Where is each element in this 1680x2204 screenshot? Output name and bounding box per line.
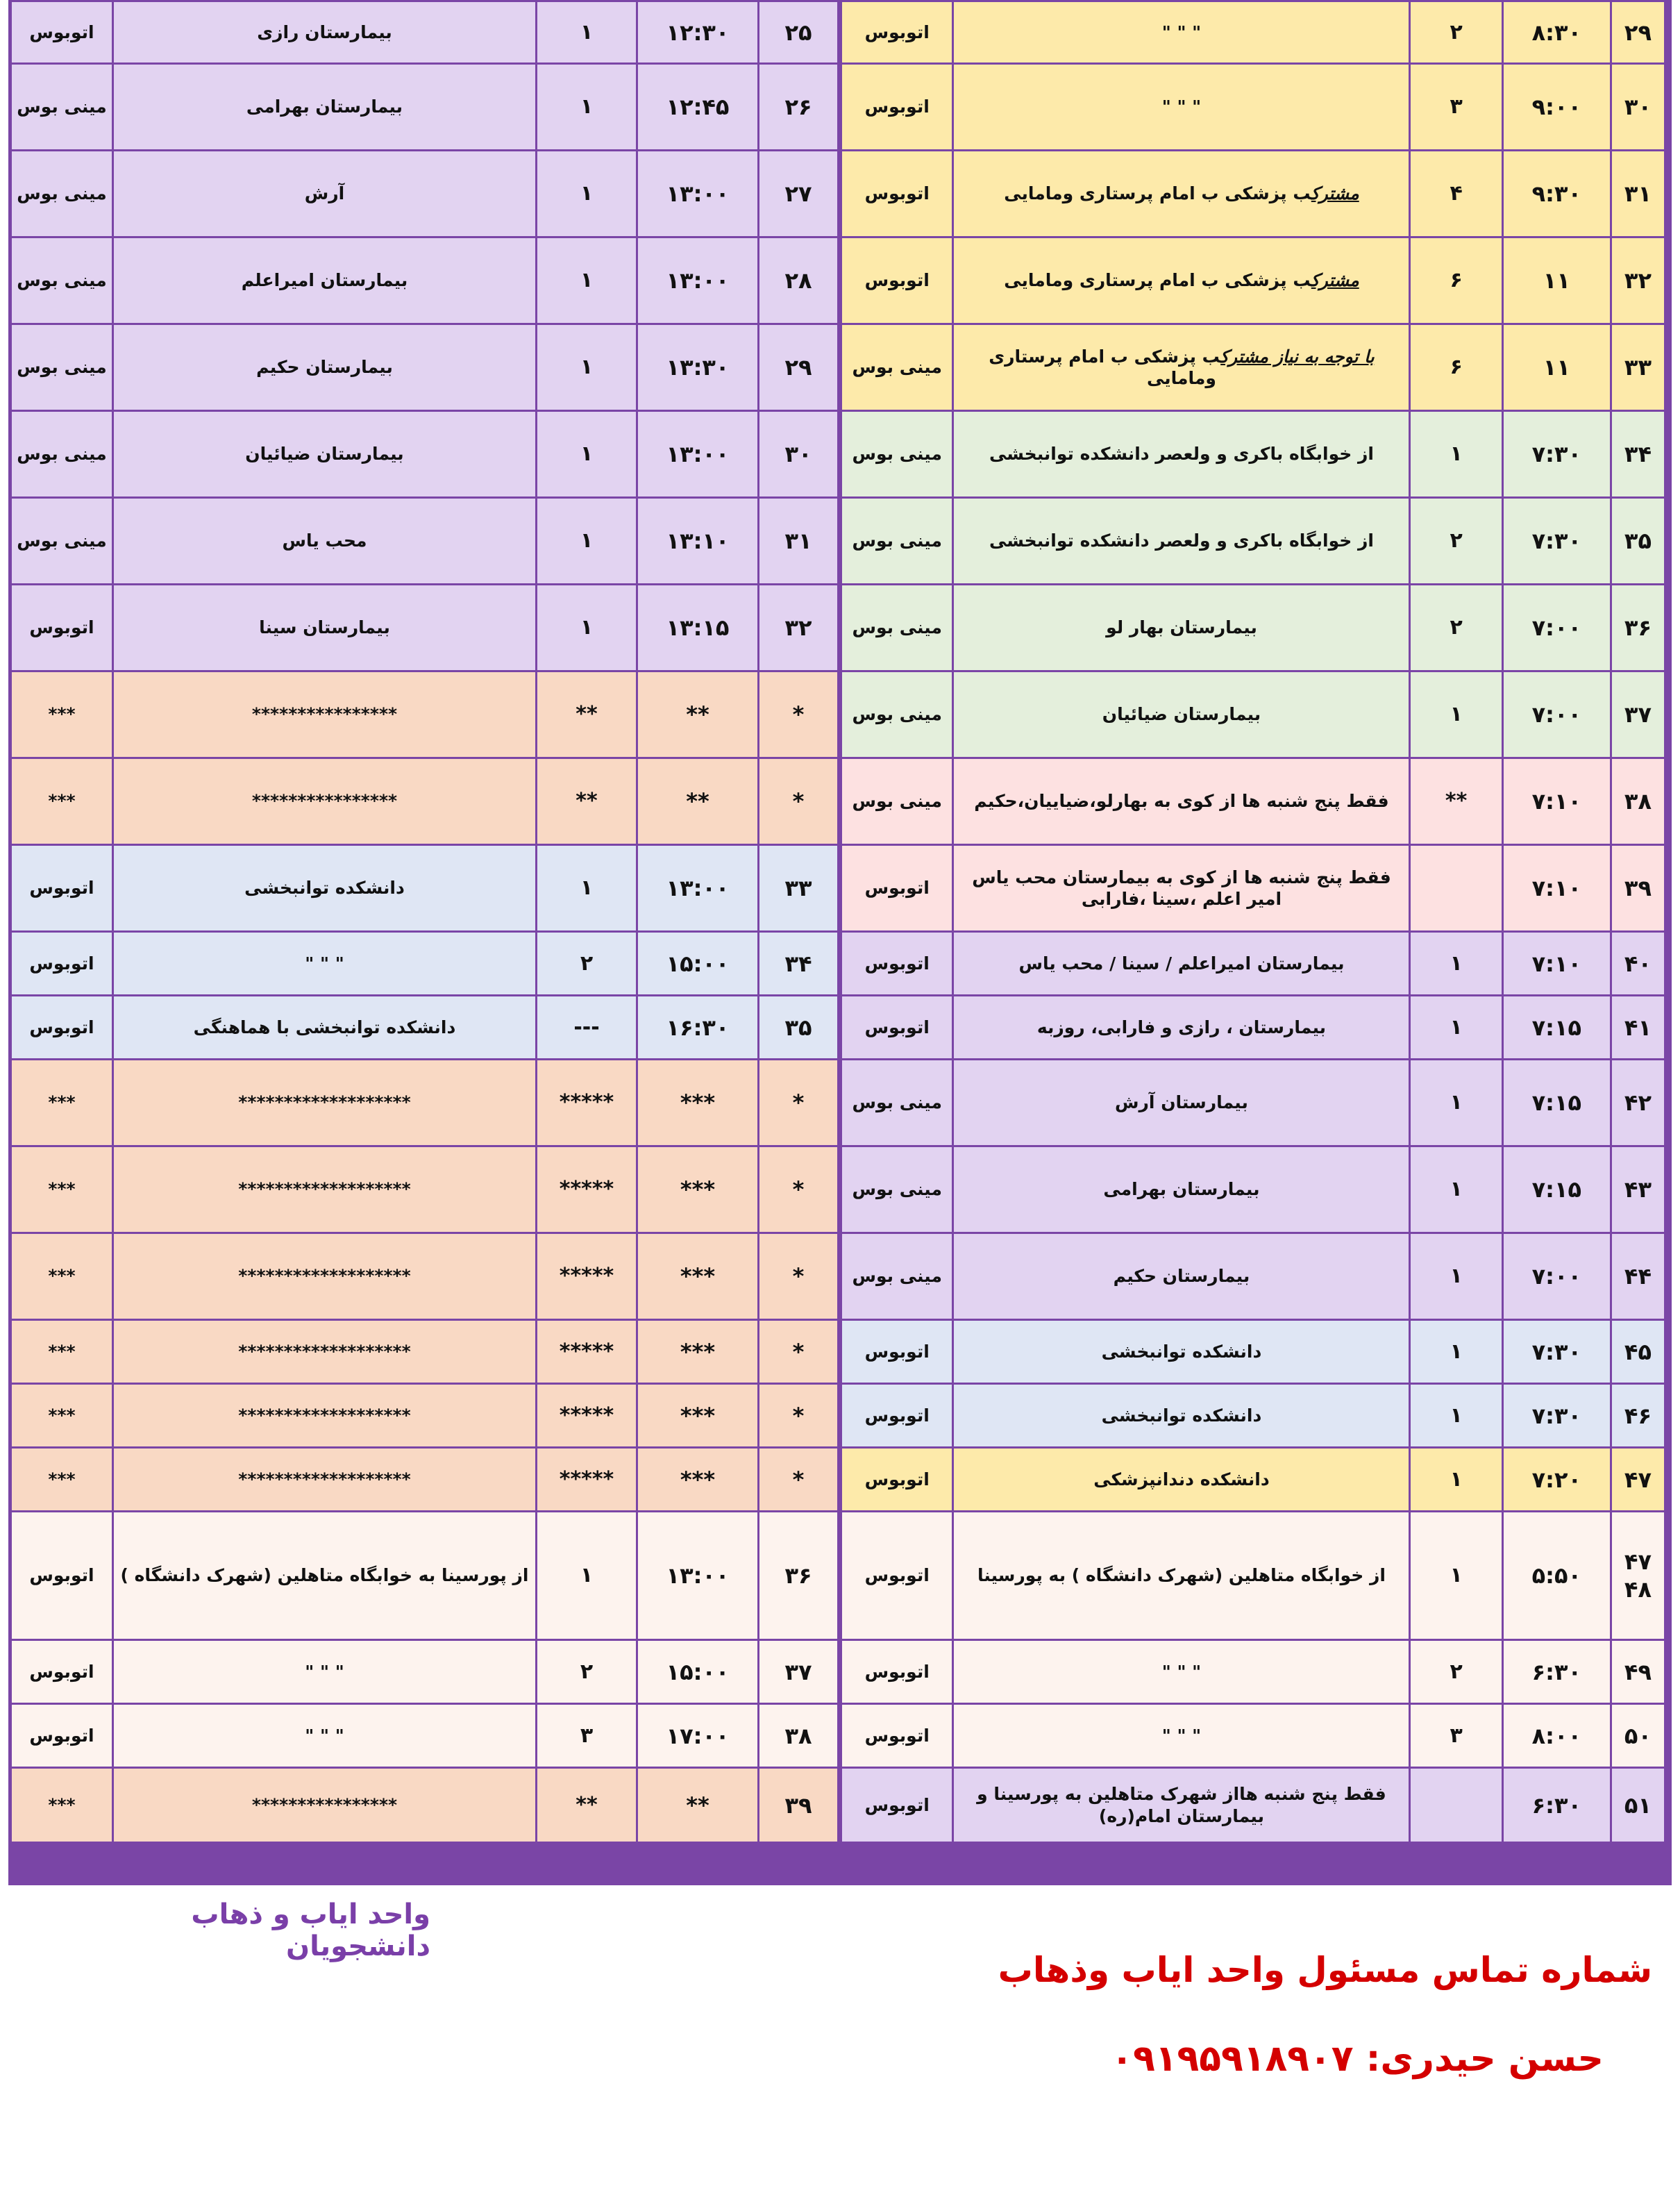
row-destination: **************** xyxy=(113,671,537,758)
row-time: ۱۳:۰۰ xyxy=(637,237,759,324)
schedule-row xyxy=(11,1640,839,1704)
destination-text: ب پزشکی ب امام پرستاری ومامایی xyxy=(1004,183,1311,204)
row-vehicle: *** xyxy=(11,1448,113,1512)
row-vehicle: *** xyxy=(11,671,113,758)
row-count: ۲ xyxy=(1410,585,1502,671)
row-number: ۳۸ xyxy=(759,1704,839,1768)
row-number: ۴۱ xyxy=(1611,996,1665,1060)
schedule-row xyxy=(11,498,839,585)
row-destination: بیمارستان حکیم xyxy=(113,324,537,411)
schedule-row xyxy=(841,1,1665,64)
row-number: ۳۵ xyxy=(1611,498,1665,585)
row-destination: دانشکده توانبخشی xyxy=(113,845,537,932)
schedule-row xyxy=(841,671,1665,758)
row-vehicle: اتوبوس xyxy=(11,996,113,1060)
schedule-row xyxy=(11,758,839,845)
schedule-row xyxy=(841,237,1665,324)
row-number: ۳۹ xyxy=(1611,845,1665,932)
row-number: * xyxy=(759,671,839,758)
row-destination: بیمارستان آرش xyxy=(953,1060,1410,1146)
schedule-row xyxy=(841,1448,1665,1512)
row-vehicle: مینی بوس xyxy=(841,585,953,671)
schedule-row xyxy=(841,498,1665,585)
contact-name: حسن حیدری: xyxy=(1366,2038,1604,2080)
row-vehicle: اتوبوس xyxy=(841,1704,953,1768)
row-time: ۷:۲۰ xyxy=(1502,1448,1611,1512)
row-number: ۳۱ xyxy=(759,498,839,585)
row-time: *** xyxy=(637,1146,759,1233)
row-vehicle: اتوبوس xyxy=(841,1448,953,1512)
row-time: *** xyxy=(637,1448,759,1512)
schedule-row xyxy=(841,64,1665,151)
row-vehicle: اتوبوس xyxy=(11,1,113,64)
row-vehicle: اتوبوس xyxy=(841,932,953,996)
row-vehicle: مینی بوس xyxy=(11,237,113,324)
schedule-row xyxy=(11,671,839,758)
row-time: ۷:۱۰ xyxy=(1502,932,1611,996)
row-destination: آرش xyxy=(113,151,537,237)
row-number: ۵۱ xyxy=(1611,1768,1665,1843)
row-vehicle: اتوبوس xyxy=(841,1384,953,1448)
row-number: * xyxy=(759,1320,839,1384)
row-number: ۴۷ xyxy=(1611,1448,1665,1512)
row-vehicle: مینی بوس xyxy=(841,671,953,758)
row-time: ۸:۳۰ xyxy=(1502,1,1611,64)
schedule-row xyxy=(841,1640,1665,1704)
row-number: ۲۶ xyxy=(759,64,839,151)
row-time: ۷:۱۵ xyxy=(1502,1146,1611,1233)
row-vehicle: مینی بوس xyxy=(11,151,113,237)
row-vehicle: *** xyxy=(11,1233,113,1320)
row-number: * xyxy=(759,758,839,845)
row-vehicle: *** xyxy=(11,1768,113,1843)
schedule-row xyxy=(841,1060,1665,1146)
row-destination: بیمارستان بهار لو xyxy=(953,585,1410,671)
row-count: ۱ xyxy=(537,845,637,932)
row-number: ۳۰ xyxy=(759,411,839,498)
row-destination: از خوابگاه باکری و ولعصر دانشکده توانبخشی xyxy=(953,498,1410,585)
row-vehicle: اتوبوس xyxy=(11,1512,113,1640)
row-destination xyxy=(953,237,1410,324)
row-number: ۳۱ xyxy=(1611,151,1665,237)
row-count: ۲ xyxy=(1410,1,1502,64)
row-time: ۱۱ xyxy=(1502,237,1611,324)
row-time: ۶:۳۰ xyxy=(1502,1640,1611,1704)
row-count: ۶ xyxy=(1410,237,1502,324)
row-count: ۱ xyxy=(1410,671,1502,758)
row-destination: **************** xyxy=(113,1768,537,1843)
row-destination: بیمارستان رازی xyxy=(113,1,537,64)
row-destination: بیمارستان ضیائیان xyxy=(953,671,1410,758)
schedule-row xyxy=(11,845,839,932)
row-count: ۱ xyxy=(1410,1060,1502,1146)
row-count: ۱ xyxy=(537,151,637,237)
left-schedule-table xyxy=(10,0,839,1844)
row-time: ۷:۳۰ xyxy=(1502,411,1611,498)
row-destination: " " " xyxy=(953,64,1410,151)
row-destination: فقط پنج شنبه هااز شهرک متاهلین به پورسینا و بیمارستان امام(ره) xyxy=(953,1768,1410,1843)
row-time: ۱۳:۰۰ xyxy=(637,411,759,498)
schedule-row xyxy=(11,1060,839,1146)
schedule-row xyxy=(841,1146,1665,1233)
row-time: ۷:۱۵ xyxy=(1502,1060,1611,1146)
row-number: ۲۹ xyxy=(759,324,839,411)
schedule-row xyxy=(841,758,1665,845)
row-number: ۳۶ xyxy=(1611,585,1665,671)
row-number: ۵۰ xyxy=(1611,1704,1665,1768)
row-destination: بیمارستان بهرامی xyxy=(953,1146,1410,1233)
row-time: ** xyxy=(637,671,759,758)
row-number: ۳۴ xyxy=(759,932,839,996)
row-vehicle: مینی بوس xyxy=(841,1233,953,1320)
row-count: ***** xyxy=(537,1146,637,1233)
schedule-row xyxy=(841,1512,1665,1640)
schedule-row xyxy=(841,932,1665,996)
schedule-row xyxy=(11,1704,839,1768)
row-time: ۱۲:۴۵ xyxy=(637,64,759,151)
row-time: ۷:۱۵ xyxy=(1502,996,1611,1060)
row-destination: ******************* xyxy=(113,1320,537,1384)
destination-note: مشترک xyxy=(1311,270,1359,291)
row-time: ۱۵:۰۰ xyxy=(637,1640,759,1704)
destination-text: ب پزشکی ب امام پرستاری ومامایی xyxy=(1004,270,1311,291)
contact-heading: شماره تماس مسئول واحد ایاب وذهاب xyxy=(998,1950,1652,1990)
row-time: ۱۶:۳۰ xyxy=(637,996,759,1060)
row-count: ۱ xyxy=(537,411,637,498)
schedule-row xyxy=(841,1768,1665,1843)
row-count: ۱ xyxy=(1410,1320,1502,1384)
schedule-row xyxy=(841,324,1665,411)
row-number: ۳۳ xyxy=(759,845,839,932)
row-destination: از پورسینا به خوابگاه متاهلین (شهرک دانشگاه ) xyxy=(113,1512,537,1640)
contact-phone: ۰۹۱۹۵۹۱۸۹۰۷ xyxy=(1111,2038,1354,2080)
row-count: ۳ xyxy=(1410,1704,1502,1768)
row-vehicle: مینی بوس xyxy=(11,64,113,151)
row-time: ۷:۰۰ xyxy=(1502,671,1611,758)
row-number: * xyxy=(759,1146,839,1233)
row-vehicle: مینی بوس xyxy=(11,498,113,585)
row-destination: فقط پنج شنبه ها از کوی به بهارلو،ضیاییان،حکیم xyxy=(953,758,1410,845)
row-count: ***** xyxy=(537,1320,637,1384)
row-count xyxy=(1410,1768,1502,1843)
row-count: ***** xyxy=(537,1448,637,1512)
schedule-row xyxy=(11,932,839,996)
row-vehicle: *** xyxy=(11,758,113,845)
row-number: ۲۸ xyxy=(759,237,839,324)
row-vehicle: مینی بوس xyxy=(841,1060,953,1146)
row-count: ۱ xyxy=(537,1512,637,1640)
row-time: ۷:۰۰ xyxy=(1502,1233,1611,1320)
row-count: --- xyxy=(537,996,637,1060)
row-vehicle: اتوبوس xyxy=(11,585,113,671)
row-number: ۴۳ xyxy=(1611,1146,1665,1233)
row-count: ۲ xyxy=(1410,1640,1502,1704)
row-count: ۱ xyxy=(537,324,637,411)
schedule-row xyxy=(11,1512,839,1640)
row-count: ۱ xyxy=(537,498,637,585)
schedule-row xyxy=(11,1448,839,1512)
row-destination: ******************* xyxy=(113,1146,537,1233)
row-destination: " " " xyxy=(953,1640,1410,1704)
schedule-row xyxy=(11,585,839,671)
row-destination: بیمارستان سینا xyxy=(113,585,537,671)
row-vehicle: مینی بوس xyxy=(841,498,953,585)
row-number: * xyxy=(759,1448,839,1512)
row-number: ۳۹ xyxy=(759,1768,839,1843)
schedule-row xyxy=(841,1233,1665,1320)
row-vehicle: اتوبوس xyxy=(841,1320,953,1384)
row-number: ۴۴ xyxy=(1611,1233,1665,1320)
schedule-row xyxy=(11,324,839,411)
row-time: ۹:۳۰ xyxy=(1502,151,1611,237)
row-count: ۶ xyxy=(1410,324,1502,411)
row-vehicle: مینی بوس xyxy=(841,1146,953,1233)
row-count: ۱ xyxy=(1410,996,1502,1060)
row-destination: فقط پنج شنبه ها از کوی به بیمارستان محب یاس امیر اعلم ،سینا ،فارابی xyxy=(953,845,1410,932)
row-vehicle: اتوبوس xyxy=(11,1704,113,1768)
schedule-row xyxy=(11,1233,839,1320)
row-number: ۴۵ xyxy=(1611,1320,1665,1384)
schedule-row xyxy=(11,1320,839,1384)
row-number: ۳۲ xyxy=(759,585,839,671)
row-destination: بیمارستان حکیم xyxy=(953,1233,1410,1320)
schedule-row xyxy=(11,996,839,1060)
row-count: ۲ xyxy=(1410,498,1502,585)
row-vehicle: اتوبوس xyxy=(841,845,953,932)
row-time: *** xyxy=(637,1060,759,1146)
row-count: ۱ xyxy=(537,64,637,151)
row-destination: " " " xyxy=(113,1640,537,1704)
row-number: ۲۹ xyxy=(1611,1,1665,64)
row-destination: ******************* xyxy=(113,1233,537,1320)
row-count: ۴ xyxy=(1410,151,1502,237)
row-number: ۳۷ xyxy=(1611,671,1665,758)
schedule-row xyxy=(11,1,839,64)
row-number: ۴۶ xyxy=(1611,1384,1665,1448)
row-count: ** xyxy=(537,758,637,845)
row-destination: از خوابگاه باکری و ولعصر دانشکده توانبخشی xyxy=(953,411,1410,498)
row-time: *** xyxy=(637,1384,759,1448)
row-destination: **************** xyxy=(113,758,537,845)
row-destination: بیمارستان امیراعلم xyxy=(113,237,537,324)
row-destination: بیمارستان ، رازی و فارابی، روزبه xyxy=(953,996,1410,1060)
row-number: ۳۷ xyxy=(759,1640,839,1704)
row-count: ۲ xyxy=(537,932,637,996)
row-destination: " " " xyxy=(953,1,1410,64)
row-vehicle: *** xyxy=(11,1384,113,1448)
schedule-row xyxy=(841,1704,1665,1768)
row-time: ۵:۵۰ xyxy=(1502,1512,1611,1640)
row-time: ۷:۳۰ xyxy=(1502,498,1611,585)
row-time: ** xyxy=(637,758,759,845)
row-vehicle: مینی بوس xyxy=(11,324,113,411)
schedule-row xyxy=(841,1320,1665,1384)
row-time: ۱۳:۳۰ xyxy=(637,324,759,411)
row-time: ۶:۳۰ xyxy=(1502,1768,1611,1843)
row-count: ** xyxy=(1410,758,1502,845)
row-time: *** xyxy=(637,1320,759,1384)
row-time: ۸:۰۰ xyxy=(1502,1704,1611,1768)
row-count: ۱ xyxy=(1410,1146,1502,1233)
row-destination: " " " xyxy=(113,932,537,996)
schedule-row xyxy=(11,1146,839,1233)
row-number: ۳۲ xyxy=(1611,237,1665,324)
row-number: ۳۳ xyxy=(1611,324,1665,411)
destination-note: مشترک xyxy=(1311,183,1359,204)
schedule-row xyxy=(11,1384,839,1448)
row-vehicle: مینی بوس xyxy=(841,758,953,845)
schedule-row xyxy=(11,411,839,498)
row-vehicle: اتوبوس xyxy=(841,64,953,151)
row-time: ۷:۱۰ xyxy=(1502,845,1611,932)
row-count: ۳ xyxy=(1410,64,1502,151)
schedule-row xyxy=(841,996,1665,1060)
schedule-row xyxy=(841,585,1665,671)
schedule-row xyxy=(841,845,1665,932)
row-count: ** xyxy=(537,671,637,758)
row-destination: " " " xyxy=(953,1704,1410,1768)
schedule-row xyxy=(841,1384,1665,1448)
schedule-row xyxy=(841,411,1665,498)
row-vehicle: اتوبوس xyxy=(11,932,113,996)
row-count: ۱ xyxy=(1410,932,1502,996)
row-time: ۱۵:۰۰ xyxy=(637,932,759,996)
row-destination xyxy=(953,151,1410,237)
row-time: ۱۱ xyxy=(1502,324,1611,411)
row-destination: " " " xyxy=(113,1704,537,1768)
row-destination: بیمارستان بهرامی xyxy=(113,64,537,151)
schedule-row xyxy=(841,151,1665,237)
row-destination: بیمارستان امیراعلم / سینا / محب یاس xyxy=(953,932,1410,996)
row-vehicle: مینی بوس xyxy=(841,411,953,498)
row-time: ۱۳:۱۰ xyxy=(637,498,759,585)
unit-label: واحد ایاب و ذهاب دانشجویان xyxy=(191,1898,430,1962)
row-time: ۱۳:۰۰ xyxy=(637,151,759,237)
row-time: ** xyxy=(637,1768,759,1843)
row-count: ۱ xyxy=(1410,1512,1502,1640)
row-number: ۴۰ xyxy=(1611,932,1665,996)
contact-line xyxy=(701,2038,1604,2080)
row-time: ۷:۳۰ xyxy=(1502,1384,1611,1448)
row-vehicle: مینی بوس xyxy=(841,324,953,411)
row-vehicle: اتوبوس xyxy=(841,1768,953,1843)
row-number: ۳۴ xyxy=(1611,411,1665,498)
row-count: ۱ xyxy=(537,585,637,671)
row-time: ۷:۱۰ xyxy=(1502,758,1611,845)
row-number: ۳۶ xyxy=(759,1512,839,1640)
row-count xyxy=(1410,845,1502,932)
row-vehicle: اتوبوس xyxy=(841,996,953,1060)
row-vehicle: مینی بوس xyxy=(11,411,113,498)
schedule-row xyxy=(11,1768,839,1843)
row-vehicle: اتوبوس xyxy=(841,237,953,324)
row-destination: ******************* xyxy=(113,1448,537,1512)
row-time: ۱۳:۰۰ xyxy=(637,845,759,932)
row-number: * xyxy=(759,1233,839,1320)
row-time: ۷:۳۰ xyxy=(1502,1320,1611,1384)
row-vehicle: اتوبوس xyxy=(841,1512,953,1640)
row-count: ***** xyxy=(537,1233,637,1320)
destination-note: با توجه به نیاز مشترک xyxy=(1220,346,1375,367)
row-destination xyxy=(953,324,1410,411)
row-count: ۳ xyxy=(537,1704,637,1768)
row-time: ۷:۰۰ xyxy=(1502,585,1611,671)
row-destination: ******************* xyxy=(113,1060,537,1146)
row-number: * xyxy=(759,1060,839,1146)
row-count: ۱ xyxy=(1410,1233,1502,1320)
row-count: ***** xyxy=(537,1384,637,1448)
row-count: ***** xyxy=(537,1060,637,1146)
right-schedule-table xyxy=(840,0,1666,1844)
row-number: ۴۲ xyxy=(1611,1060,1665,1146)
row-time: ۱۳:۰۰ xyxy=(637,1512,759,1640)
row-count: ۲ xyxy=(537,1640,637,1704)
row-number: ۲۵ xyxy=(759,1,839,64)
row-vehicle: اتوبوس xyxy=(841,1,953,64)
row-count: ۱ xyxy=(1410,411,1502,498)
row-count: ۱ xyxy=(1410,1448,1502,1512)
row-count: ۱ xyxy=(1410,1384,1502,1448)
row-destination: محب یاس xyxy=(113,498,537,585)
row-number: ۳۵ xyxy=(759,996,839,1060)
schedule-row xyxy=(11,151,839,237)
row-count: ۱ xyxy=(537,1,637,64)
row-count: ۱ xyxy=(537,237,637,324)
row-time: ۹:۰۰ xyxy=(1502,64,1611,151)
row-vehicle: اتوبوس xyxy=(11,845,113,932)
row-vehicle: *** xyxy=(11,1320,113,1384)
row-time: ۱۷:۰۰ xyxy=(637,1704,759,1768)
schedule-row xyxy=(11,237,839,324)
row-destination: دانشکده توانبخشی با هماهنگی xyxy=(113,996,537,1060)
row-time: ۱۳:۱۵ xyxy=(637,585,759,671)
row-destination: بیمارستان ضیائیان xyxy=(113,411,537,498)
row-count: ** xyxy=(537,1768,637,1843)
row-vehicle: اتوبوس xyxy=(841,1640,953,1704)
row-vehicle: اتوبوس xyxy=(11,1640,113,1704)
row-vehicle: *** xyxy=(11,1060,113,1146)
row-destination: ******************* xyxy=(113,1384,537,1448)
row-number: ۳۰ xyxy=(1611,64,1665,151)
destination-text: ب پزشکی ب امام پرستاری ومامایی xyxy=(989,346,1221,388)
row-destination: دانشکده توانبخشی xyxy=(953,1384,1410,1448)
row-number: * xyxy=(759,1384,839,1448)
row-destination: از خوابگاه متاهلین (شهرک دانشگاه ) به پورسینا xyxy=(953,1512,1410,1640)
row-time: *** xyxy=(637,1233,759,1320)
row-destination: دانشکده توانبخشی xyxy=(953,1320,1410,1384)
row-number: ۲۷ xyxy=(759,151,839,237)
row-destination: دانشکده دندانپزشکی xyxy=(953,1448,1410,1512)
row-vehicle: اتوبوس xyxy=(841,151,953,237)
row-time: ۱۲:۳۰ xyxy=(637,1,759,64)
row-number: ۴۹ xyxy=(1611,1640,1665,1704)
row-number: ۴۷ ۴۸ xyxy=(1611,1512,1665,1640)
row-vehicle: *** xyxy=(11,1146,113,1233)
row-number: ۳۸ xyxy=(1611,758,1665,845)
schedule-row xyxy=(11,64,839,151)
